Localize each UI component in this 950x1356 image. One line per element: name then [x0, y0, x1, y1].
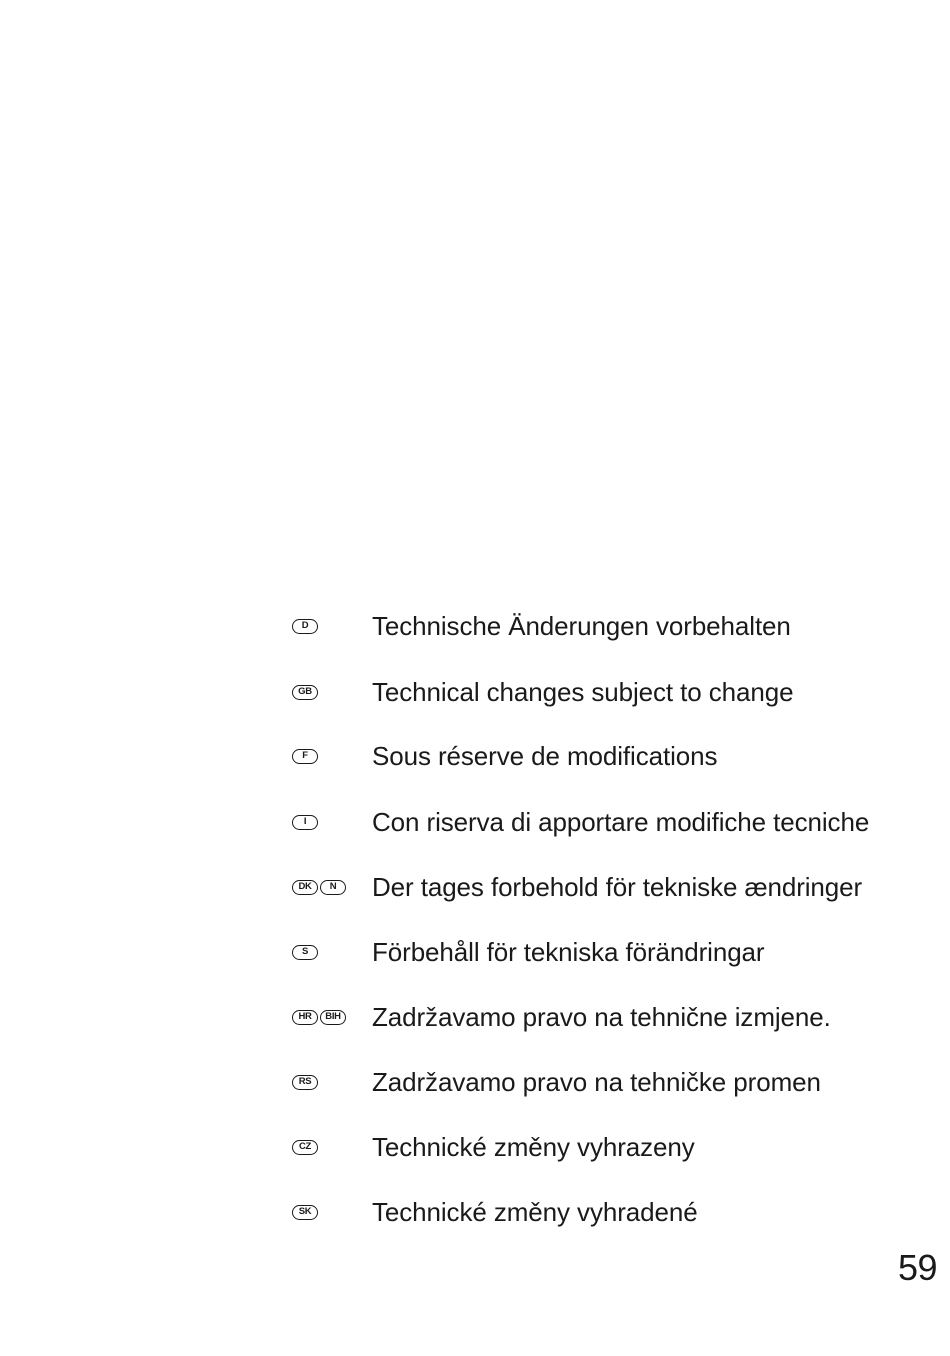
notice-row-de: [292, 606, 932, 646]
notice-text-fr: Sous réserve de modifications: [372, 741, 718, 771]
country-badge-gb: GB: [292, 685, 318, 700]
country-badge-s: S: [292, 945, 318, 960]
notice-row-cz: [292, 1127, 932, 1167]
notice-text-de: Technische Änderungen vorbehalten: [372, 611, 791, 641]
notice-row-dk-n: [292, 867, 932, 907]
country-badge-cz: CZ: [292, 1140, 318, 1155]
country-badges: [292, 945, 372, 960]
page-number: 59: [898, 1247, 938, 1288]
notice-row-se: [292, 932, 932, 972]
notice-row-gb: [292, 672, 932, 712]
notice-row-sk: [292, 1192, 932, 1232]
country-badges: [292, 619, 372, 634]
notice-text-se: Förbehåll för tekniska förändringar: [372, 937, 765, 967]
country-badges: [292, 815, 372, 830]
country-badges: [292, 749, 372, 764]
country-badges: [292, 685, 372, 700]
notice-text-cz: Technické změny vyhrazeny: [372, 1132, 695, 1162]
country-badge-rs: RS: [292, 1075, 318, 1090]
notice-row-rs: [292, 1062, 932, 1102]
notice-row-fr: [292, 736, 932, 776]
country-badge-f: F: [292, 749, 318, 764]
country-badge-i: I: [292, 815, 318, 830]
notice-row-it: [292, 802, 932, 842]
notice-text-sk: Technické změny vyhradené: [372, 1197, 698, 1227]
country-badges: [292, 1010, 372, 1025]
country-badges: [292, 1205, 372, 1220]
notice-text-gb: Technical changes subject to change: [372, 677, 794, 707]
country-badge-d: D: [292, 619, 318, 634]
country-badge-dk: DK: [292, 880, 318, 895]
notice-text-it: Con riserva di apportare modifiche tecniche: [372, 807, 870, 837]
country-badge-sk: SK: [292, 1205, 318, 1220]
country-badge-hr: HR: [292, 1010, 318, 1025]
notice-text-dk-n: Der tages forbehold för tekniske ændringer: [372, 872, 863, 902]
country-badge-n: N: [320, 880, 346, 895]
country-badge-bih: BIH: [320, 1010, 346, 1025]
notice-row-hr-bih: [292, 997, 932, 1037]
country-badges: [292, 1140, 372, 1155]
country-badges: [292, 880, 372, 895]
notice-text-rs: Zadržavamo pravo na tehničke promen: [372, 1067, 821, 1097]
country-badges: [292, 1075, 372, 1090]
notice-text-hr-bih: Zadržavamo pravo na tehnične izmjene.: [372, 1002, 831, 1032]
